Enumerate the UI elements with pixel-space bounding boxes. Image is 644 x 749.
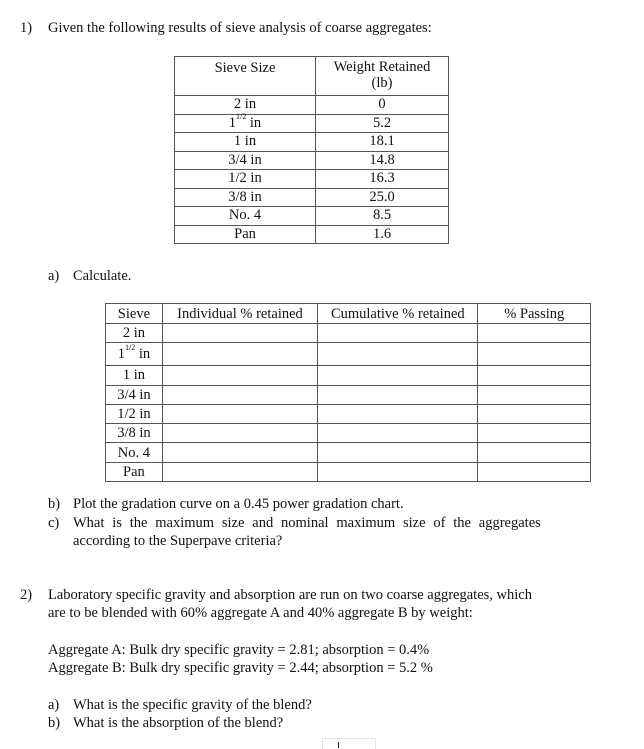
weight-cell: 0 (316, 96, 448, 115)
weight-cell: 14.8 (316, 152, 448, 171)
q1a-label: a) (48, 268, 60, 284)
table-body-row (175, 96, 449, 244)
calc-input-cell[interactable] (162, 324, 317, 343)
calc-input-cell[interactable] (318, 462, 478, 481)
calc-input-cell[interactable] (318, 324, 478, 343)
sieve-cell: Pan (234, 225, 256, 242)
q1-number: 1) (20, 20, 33, 36)
q1c-text-line1: What is the maximum size and nominal maximum size of the aggregates (73, 515, 541, 531)
calc-input-cell[interactable] (318, 366, 478, 385)
calc-row (106, 424, 591, 443)
calc-input-cell[interactable] (318, 343, 478, 366)
q2b-label: b) (48, 715, 61, 731)
weight-cell: 16.3 (316, 170, 448, 189)
sieve-cell: 3/8 in (175, 189, 315, 208)
sieve-column (175, 96, 316, 244)
weight-cell: 18.1 (316, 133, 448, 152)
q1b-label: b) (48, 496, 61, 512)
calc-row (106, 462, 591, 481)
sieve-cell: $1^{1/2}$ in (175, 115, 315, 134)
calc-input-cell[interactable] (162, 366, 317, 385)
sieve-cell: 2 in (175, 96, 315, 115)
calc-input-cell[interactable] (162, 404, 317, 423)
weight-column (316, 96, 449, 244)
calc-sieve-cell: 2 in (106, 324, 163, 343)
sieve-cell: No. 4 (175, 207, 315, 226)
calc-input-cell[interactable] (318, 424, 478, 443)
calc-sieve-cell: 1/2 in (106, 404, 163, 423)
calc-input-cell[interactable] (162, 424, 317, 443)
calc-header-passing: % Passing (478, 304, 591, 324)
calc-input-cell[interactable] (318, 385, 478, 404)
calc-row (106, 443, 591, 462)
sieve-results-table (174, 56, 449, 244)
calc-row (106, 343, 591, 366)
q2a-label: a) (48, 697, 60, 713)
q1c-text-line2: according to the Superpave criteria? (73, 533, 283, 549)
page-edge-artifact (322, 738, 376, 749)
q2-aggregate-a: Aggregate A: Bulk dry specific gravity = 2.81; absorption = 0.4% (48, 642, 430, 658)
calc-input-cell[interactable] (478, 462, 591, 481)
text-cursor (338, 742, 339, 748)
q1a-text: Calculate. (73, 268, 132, 284)
q2-line1: Laboratory specific gravity and absorption are run on two coarse aggregates, which (48, 587, 532, 603)
calc-input-cell[interactable] (478, 404, 591, 423)
calc-row (106, 385, 591, 404)
calc-input-cell[interactable] (478, 424, 591, 443)
calc-input-cell[interactable] (478, 443, 591, 462)
calc-input-cell[interactable] (478, 366, 591, 385)
q2-aggregate-b: Aggregate B: Bulk dry specific gravity = 2.44; absorption = 5.2 % (48, 660, 433, 676)
calc-input-cell[interactable] (478, 385, 591, 404)
q2b-text: What is the absorption of the blend? (73, 715, 284, 731)
calc-row (106, 324, 591, 343)
calc-sieve-cell: 3/4 in (106, 385, 163, 404)
sieve-cell: 1 in (175, 133, 315, 152)
q2a-text: What is the specific gravity of the blend? (73, 697, 312, 713)
header-weight-retained: Weight Retained (lb) (316, 57, 449, 96)
calc-header-cumulative: Cumulative % retained (318, 304, 478, 324)
calc-row (106, 404, 591, 423)
sieve-cell: 3/4 in (175, 152, 315, 171)
q2-line2: are to be blended with 60% aggregate A and 40% aggregate B by weight: (48, 605, 473, 621)
q1c-label: c) (48, 515, 60, 531)
calc-header-individual: Individual % retained (162, 304, 317, 324)
q2-number: 2) (20, 587, 33, 603)
calc-input-cell[interactable] (162, 443, 317, 462)
calc-input-cell[interactable] (478, 324, 591, 343)
weight-cell: 25.0 (316, 189, 448, 208)
calc-input-cell[interactable] (478, 343, 591, 366)
calc-row (106, 366, 591, 385)
calc-sieve-cell: No. 4 (106, 443, 163, 462)
calc-input-cell[interactable] (318, 443, 478, 462)
calc-input-cell[interactable] (162, 343, 317, 366)
q1-prompt: Given the following results of sieve analysis of coarse aggregates: (48, 20, 432, 36)
table-header-row (175, 57, 449, 96)
calc-sieve-cell: $1^{1/2}$ in (106, 343, 163, 366)
calc-input-cell[interactable] (162, 462, 317, 481)
calc-header-sieve: Sieve (106, 304, 163, 324)
calc-header-row (106, 304, 591, 324)
q1b-text: Plot the gradation curve on a 0.45 power gradation chart. (73, 496, 404, 512)
calc-input-cell[interactable] (318, 404, 478, 423)
weight-cell: 1.6 (372, 225, 392, 242)
header-sieve-size: Sieve Size (175, 57, 316, 96)
calc-sieve-cell: 3/8 in (106, 424, 163, 443)
calc-input-cell[interactable] (162, 385, 317, 404)
calc-sieve-cell: Pan (106, 462, 163, 481)
sieve-cell: 1/2 in (175, 170, 315, 189)
weight-cell: 5.2 (316, 115, 448, 134)
calc-sieve-cell: 1 in (106, 366, 163, 385)
weight-cell: 8.5 (316, 207, 448, 226)
calculation-table (105, 303, 591, 482)
